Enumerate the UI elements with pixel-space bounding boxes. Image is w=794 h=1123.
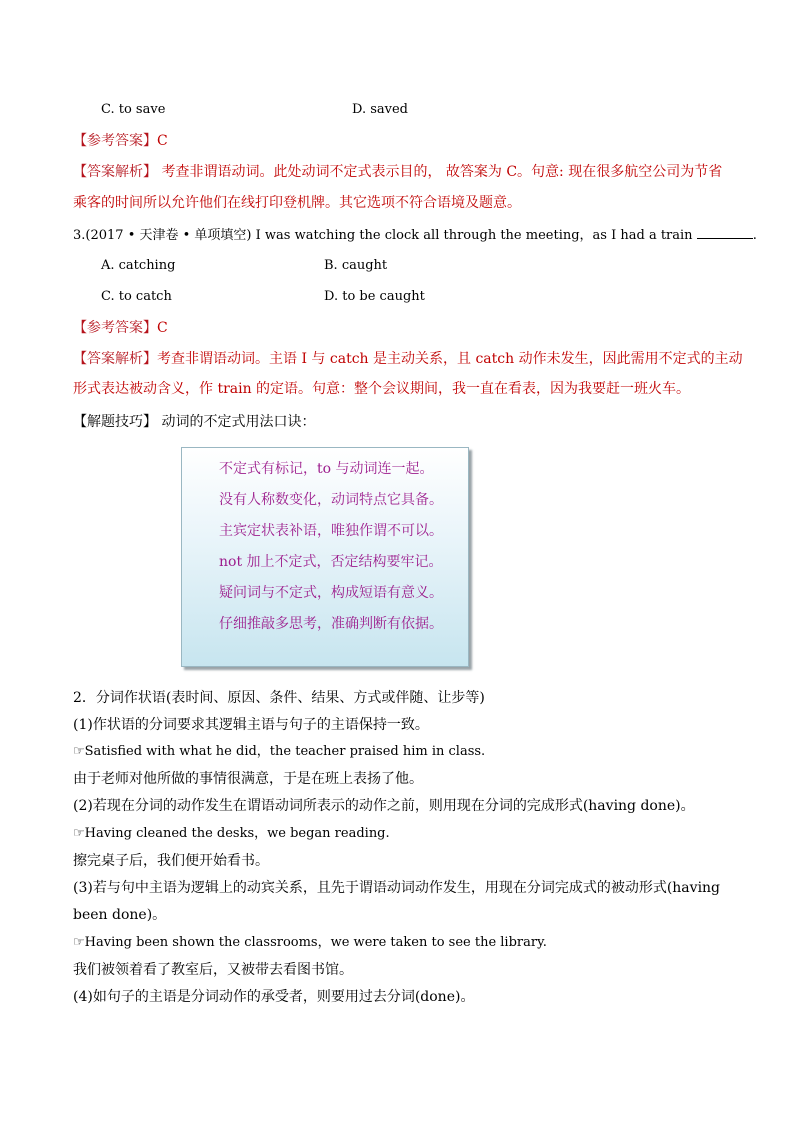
q2-analysis-line1 bbox=[73, 163, 722, 181]
translation-3: 我们被领着看了教室后，又被带去看图书馆。 bbox=[73, 962, 353, 978]
mnemonic-line: not 加上不定式，否定结构要牢记。 bbox=[219, 554, 443, 570]
mnemonic-line: 没有人称数变化，动词特点它具备。 bbox=[219, 492, 443, 508]
q3-option-a: A. catching bbox=[101, 258, 176, 273]
q3-option-c: C. to catch bbox=[101, 289, 172, 304]
q2-analysis-line2: 乘客的时间所以允许他们在线打印登机牌。其它选项不符合语境及题意。 bbox=[73, 195, 521, 211]
tip-label: 【解题技巧】 bbox=[73, 414, 157, 430]
example-1: ☞Satisfied with what he did，the teacher praised him in class. bbox=[73, 744, 486, 759]
tip-text: 动词的不定式用法口诀： bbox=[157, 414, 316, 430]
answer-value: C bbox=[157, 320, 168, 336]
answer-label: 【参考答案】 bbox=[73, 133, 157, 149]
answer-value: C bbox=[157, 133, 168, 149]
q3-stem-end: . bbox=[752, 228, 757, 243]
analysis-text: 考查非谓语动词。主语 I 与 catch 是主动关系，且 catch 动作未发生，因此需用不定式的主动 bbox=[157, 351, 743, 367]
q3-stem-text: 3.(2017 • 天津卷 • 单项填空) I was watching the clock all through the meeting，as I had a train bbox=[73, 228, 693, 243]
q2-option-d: D. saved bbox=[352, 102, 409, 117]
q3-analysis-line2: 形式表达被动含义，作 train 的定语。句意：整个会议期间，我一直在看表，因为我要赶一班火车。 bbox=[73, 381, 691, 397]
rule-4: (4)如句子的主语是分词动作的承受者，则要用过去分词(done)。 bbox=[73, 989, 475, 1005]
mnemonic-line: 不定式有标记，to 与动词连一起。 bbox=[219, 461, 434, 477]
q3-option-b: B. caught bbox=[324, 258, 388, 273]
section2-heading: 2．分词作状语(表时间、原因、条件、结果、方式或伴随、让步等) bbox=[73, 690, 485, 706]
mnemonic-line: 疑问词与不定式，构成短语有意义。 bbox=[219, 585, 443, 601]
rule-3: (3)若与句中主语为逻辑上的动宾关系，且先于谓语动词动作发生，用现在分词完成式的被动形式(having bbox=[73, 880, 721, 896]
q3-analysis-line1 bbox=[73, 350, 743, 368]
tip-heading bbox=[73, 413, 315, 431]
answer-label: 【参考答案】 bbox=[73, 320, 157, 336]
q3-answer bbox=[73, 319, 168, 337]
analysis-label: 【答案解析】 bbox=[73, 164, 157, 180]
analysis-text: 考查非谓语动词。此处动词不定式表示目的， 故答案为 C。句意: 现在很多航空公司为节省 bbox=[157, 164, 723, 180]
q2-answer bbox=[73, 132, 168, 150]
rule-1: (1)作状语的分词要求其逻辑主语与句子的主语保持一致。 bbox=[73, 717, 429, 733]
q3-option-d: D. to be caught bbox=[324, 289, 425, 304]
q3-stem bbox=[73, 226, 757, 245]
answer-blank bbox=[697, 226, 753, 239]
mnemonic-box bbox=[181, 447, 469, 667]
rule-3-cont: been done)。 bbox=[73, 907, 167, 923]
rule-2: (2)若现在分词的动作发生在谓语动词所表示的动作之前，则用现在分词的完成形式(having done)。 bbox=[73, 798, 695, 814]
mnemonic-line: 仔细推敲多思考，准确判断有依据。 bbox=[219, 616, 443, 632]
example-3: ☞Having been shown the classrooms，we were taken to see the library. bbox=[73, 935, 547, 950]
translation-1: 由于老师对他所做的事情很满意，于是在班上表扬了他。 bbox=[73, 771, 423, 787]
q2-option-c: C. to save bbox=[101, 102, 166, 117]
mnemonic-line: 主宾定状表补语，唯独作谓不可以。 bbox=[219, 523, 443, 539]
example-2: ☞Having cleaned the desks，we began reading. bbox=[73, 826, 390, 841]
translation-2: 擦完桌子后，我们便开始看书。 bbox=[73, 853, 269, 869]
analysis-label: 【答案解析】 bbox=[73, 351, 157, 367]
